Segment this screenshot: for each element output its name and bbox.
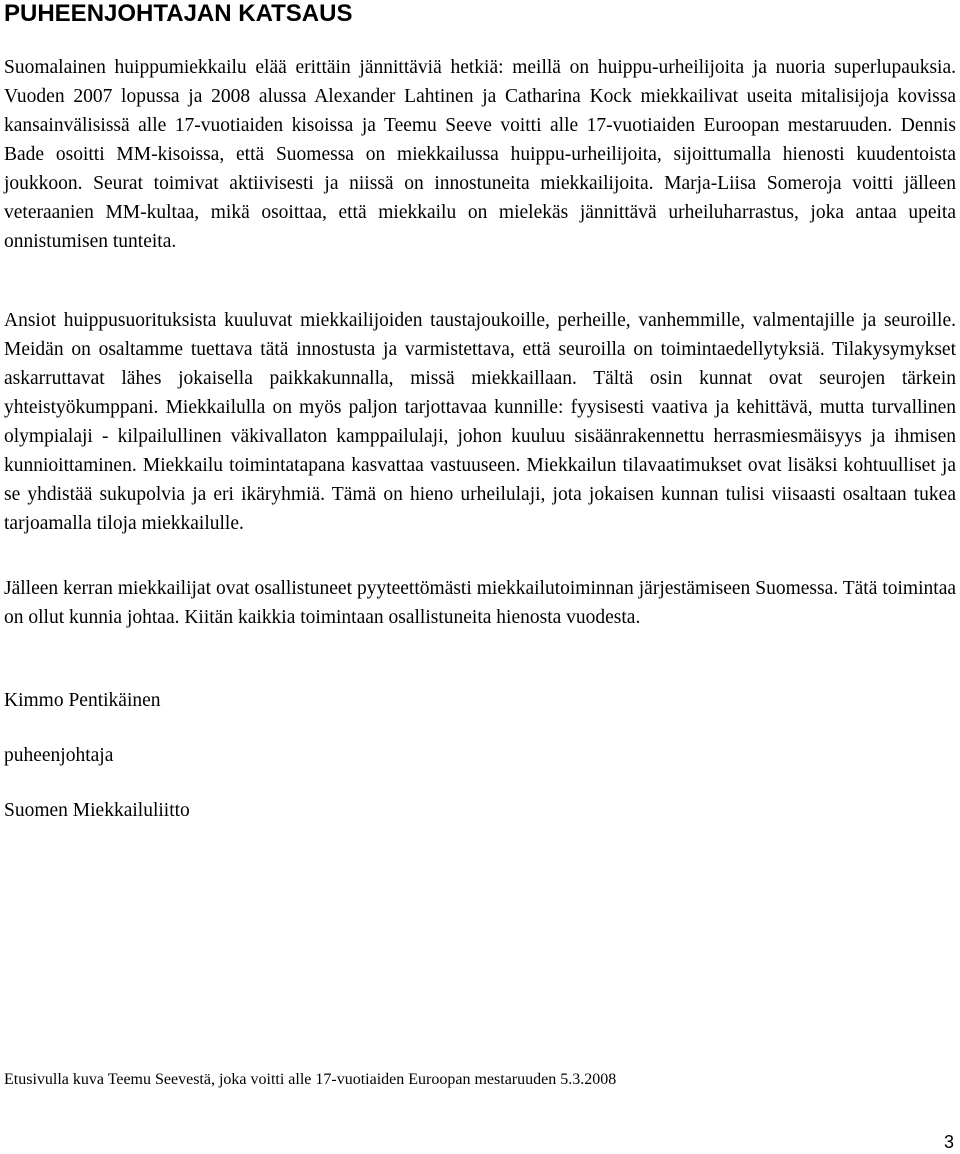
signature-organization: Suomen Miekkailuliitto: [4, 800, 190, 821]
signature-role: puheenjohtaja: [4, 745, 114, 766]
paragraph-thanks: Jälleen kerran miekkailijat ovat osallistuneet pyyteettömästi miekkailutoiminnan järjestämiseen Suomessa. Tätä toimintaa on ollut kunnia johtaa. Kiitän kaikkia toimintaan osallistuneita hienosta vuodesta.: [4, 578, 956, 628]
page-number: 3: [943, 1132, 954, 1152]
paragraph-support: Ansiot huippusuorituksista kuuluvat miekkailijoiden taustajoukoille, perheille, vanhemmille, valmentajille ja seuroille. Meidän on osaltamme tuettava tätä innostusta ja varmistettava, että seuroilla on toimintaedellytyksiä. Tilakysymykset askarruttavat lähes jokaisella paikkakunnalla, missä miekkaillaan. Tältä osin kunnat ovat seurojen tärkein yhteistyökumppani. Miekkailulla on myös paljon tarjottavaa kunnille: fyysisesti vaativa ja kehittävä, mutta turvallinen olympialaji - kilpailullinen väkivallaton kamppailulaji, johon kuuluu sisäänrakennettu herrasmiesmäisyys ja ihmisen kunnioittaminen. Miekkailu toimintatapana kasvattaa vastuuseen. Miekkailun tilavaatimukset ovat lisäksi kohtuulliset ja se yhdistää sukupolvia ja eri ikäryhmiä. Tämä on hieno urheilulaji, jota jokaisen kunnan tulisi viisaasti osaltaan tukea tarjoamalla tiloja miekkailulle.: [4, 310, 956, 534]
paragraph-intro: Suomalainen huippumiekkailu elää erittäin jännittäviä hetkiä: meillä on huippu-urheilijoita ja nuoria superlupauksia. Vuoden 2007 lopussa ja 2008 alussa Alexander Lahtinen ja Catharina Kock miekkailivat useita mitalisijoja kovissa kansainvälisissä alle 17-vuotiaiden kisoissa ja Teemu Seeve voitti alle 17-vuotiaiden Euroopan mestaruuden. Dennis Bade osoitti MM-kisoissa, että Suomessa on miekkailussa huippu-urheilijoita, sijoittumalla hienosti kuudentoista joukkoon. Seurat toimivat aktiivisesti ja niissä on innostuneita miekkailijoita. Marja-Liisa Someroja voitti jälleen veteraanien MM-kultaa, mikä osoittaa, että miekkailu on mielekäs jännittävä urheiluharrastus, joka antaa upeita onnistumisen tunteita.: [4, 57, 956, 252]
page-title: PUHEENJOHTAJAN KATSAUS: [4, 0, 353, 27]
cover-photo-caption: Etusivulla kuva Teemu Seevestä, joka voitti alle 17-vuotiaiden Euroopan mestaruuden 5.3.2008: [4, 1071, 617, 1088]
signature-name: Kimmo Pentikäinen: [4, 690, 161, 711]
